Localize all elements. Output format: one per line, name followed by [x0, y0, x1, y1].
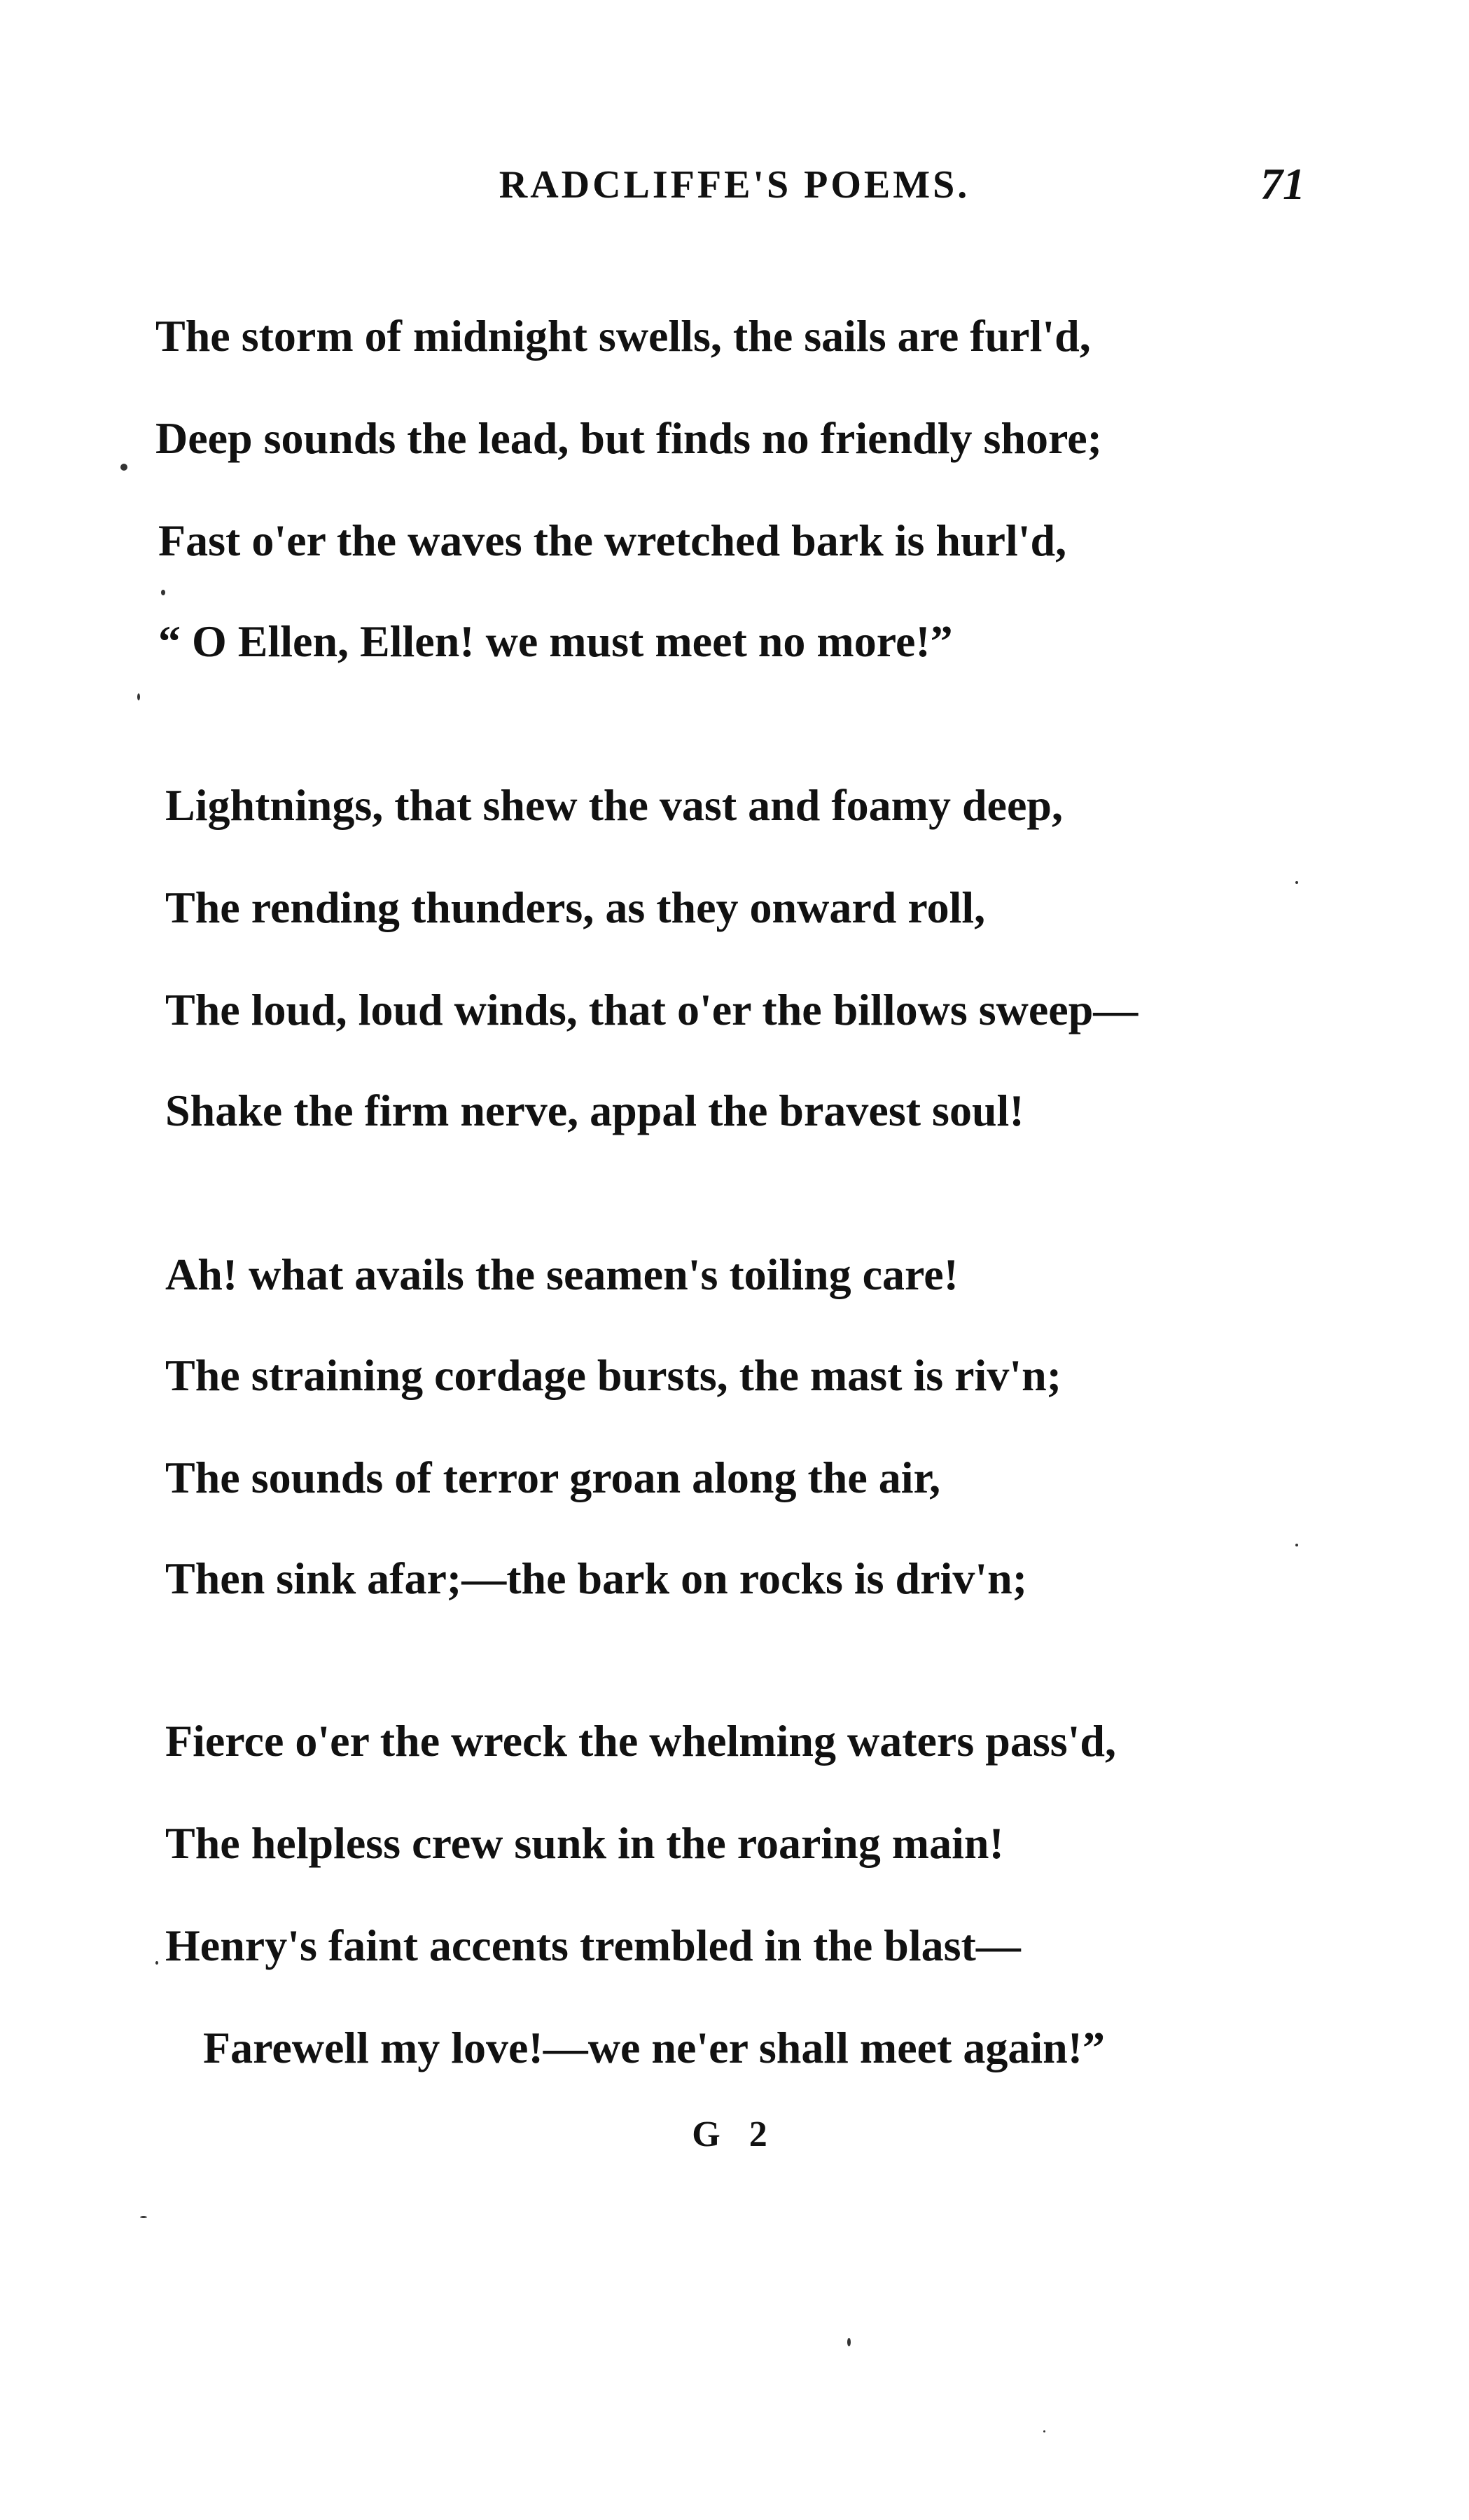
ink-speck — [847, 2338, 851, 2346]
running-title: RADCLIFFE'S POEMS. — [499, 163, 970, 207]
ink-speck — [155, 1961, 158, 1965]
poem-line: The storm of midnight swells, the sails are furl'd, — [155, 311, 1091, 361]
page-number: 71 — [1260, 159, 1305, 209]
poem-line: Fierce o'er the wreck the whelming waters pass'd, — [165, 1716, 1116, 1766]
ink-speck — [1295, 1544, 1298, 1546]
ink-speck — [161, 590, 165, 595]
poem-line: Deep sounds the lead, but finds no friendly shore; — [155, 413, 1102, 463]
ink-speck — [140, 2216, 147, 2218]
poem-line: The rending thunders, as they onward roll, — [165, 882, 986, 932]
signature-mark: G 2 — [692, 2114, 777, 2154]
poem-line: The helpless crew sunk in the roaring main! — [165, 1818, 1004, 1868]
poem-line: The sounds of terror groan along the air, — [165, 1453, 941, 1502]
ink-speck — [120, 464, 127, 471]
poem-line: Then sink afar;—the bark on rocks is driv'n; — [165, 1553, 1027, 1603]
poem-line: Shake the firm nerve, appal the bravest soul! — [165, 1086, 1024, 1135]
ink-speck — [137, 693, 140, 700]
ink-speck — [1043, 2430, 1045, 2432]
poem-line: Ah! what avails the seamen's toiling care! — [165, 1249, 959, 1299]
poem-line: The loud, loud winds, that o'er the billows sweep— — [165, 985, 1139, 1034]
poem-line: Lightnings, that shew the vast and foamy deep, — [165, 780, 1063, 830]
poem-line: Farewell my love!—we ne'er shall meet again!” — [203, 2023, 1105, 2072]
poem-line: Henry's faint accents trembled in the blast— — [165, 1920, 1021, 1970]
poem-line: “ O Ellen, Ellen! we must meet no more!” — [158, 616, 953, 666]
ink-speck — [1295, 881, 1298, 884]
poem-line: The straining cordage bursts, the mast is riv'n; — [165, 1350, 1061, 1400]
poem-line: Fast o'er the waves the wretched bark is hurl'd, — [158, 515, 1067, 565]
